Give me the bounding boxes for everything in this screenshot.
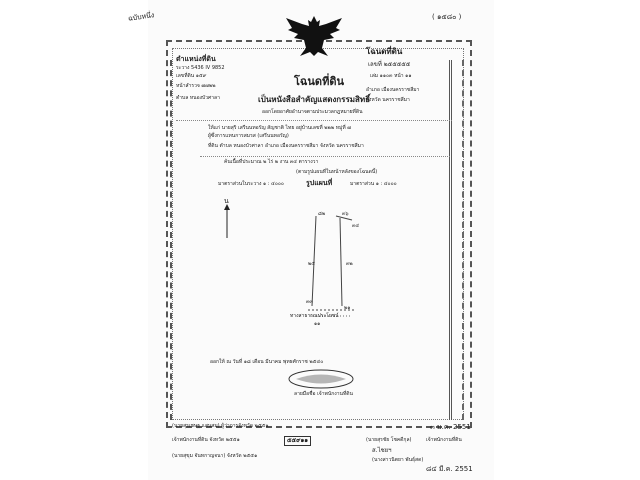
north-label: น (224, 197, 229, 205)
document-subtitle: เป็นหนังสือสำคัญแสดงกรรมสิทธิ์ (258, 95, 371, 104)
footer-line-1-right: ๓ ม.ค. 2551 (430, 423, 471, 431)
right-amphoe: อำเภอ เมืองนครราชสีมา (366, 87, 420, 93)
scale-right: มาตราส่วน ๑ : ๔๐๐๐ (350, 181, 397, 187)
pin-label: ๒๕ (308, 261, 316, 267)
left-tambon: ตำบล หนองบัวศาลา (176, 95, 220, 101)
right-province: จังหวัด นครราชสีมา (366, 97, 410, 103)
right-volume: เล่ม ๑๑๐๓ หน้า ๑๑ (370, 73, 412, 79)
document-title: โฉนดที่ดิน (294, 75, 344, 88)
divider (176, 120, 452, 121)
right-ornament-border (449, 60, 464, 420)
pin-label: ๓๖ (342, 211, 349, 217)
footer-line-3-date: ๘๔ มี.ค. 2551 (426, 465, 473, 473)
document-subtitle-2: ออกโดยอาศัยอำนาจตามประมวลกฎหมายที่ดิน (262, 109, 363, 115)
footer-line-2-mid: (นายสุรชัย โชคดีกุล) (366, 437, 412, 443)
right-title: โฉนดที่ดิน (366, 47, 403, 56)
note-line: (ตามรูปแผนที่ในหน้าหลังของโฉนดนี้) (296, 169, 378, 175)
pin-label: ๘๒ (318, 211, 326, 217)
owner-line-2: ผู้ซึ่งการแทนการสมรส (เสรีนนทอรัญ) (208, 133, 289, 139)
footer-line-3-mid: ส.ไชยฯ (372, 447, 392, 454)
left-survey: หน้าสำรวจ ๗๗๒๒ (176, 83, 216, 89)
north-arrow-icon (222, 204, 232, 240)
stamp-number: ๕๕๙๑๑ (284, 436, 311, 446)
footer-line-1-left: (นายสุรเชษฐ แสนสม) ผู้ว่าการจังหวัด ๒๕๕๑ (172, 423, 269, 429)
left-map-sheet: ระวาง 5436 IV 9852 (176, 65, 225, 71)
pin-label: ๒๑ (344, 305, 351, 311)
seal-caption: ลายมือชื่อ เจ้าพนักงานที่ดิน (294, 391, 353, 397)
footer-line-2-right: เจ้าพนักงานที่ดิน (426, 437, 462, 443)
left-ornament-border (170, 60, 176, 420)
issue-date-line: ออกให้ ณ วันที่ ๑๘ เดือน มีนาคม พุทธศักราช ๒๕๔๐ (210, 359, 324, 365)
margin-note: ฉบับหนึ่ง (127, 11, 155, 23)
location-line: ที่ดิน ตำบล หนองบัวศาลา อำเภอ เมืองนครราชสีมา จังหวัด นครราชสีมา (208, 143, 364, 149)
road-label: ทางสาธารณประโยชน์ (290, 313, 339, 319)
footer-line-2-left: เจ้าพนักงานที่ดิน จังหวัด ๒๕๕๑ (172, 437, 240, 443)
area-line: ค้นเนื้อที่ประมาณ ๒ ไร่ ๒ งาน ๓๔ ตารางวา (224, 159, 319, 165)
divider (200, 156, 450, 157)
parcel-map (296, 206, 376, 328)
pin-label: ๑๑ (314, 321, 321, 327)
scale-left: มาตราส่วนในระวาง ๑ : ๔๐๐๐ (218, 181, 284, 187)
left-parcel: เลขที่ดิน ๑๕๙ (176, 73, 207, 79)
footer-line-3-right: (นางสาวนิตยา พันธุ์สด) (372, 457, 424, 463)
footer-line-3-left: (นายสุขุม จันทกาญจนา) จังหวัด ๒๕๕๑ (172, 453, 258, 459)
owner-line: ให้แก่ นายสุริ เสรีนนทอรัญ สัญชาติ ไทย อยู่บ้านเลขที่ ๒๒๒ หมู่ที่ ๗ (208, 125, 351, 131)
page-number: ( ๑๕๘๐ ) (432, 13, 462, 21)
garuda-emblem-icon (284, 14, 344, 58)
pin-label: ๓๒ (346, 261, 353, 267)
left-title: ตำแหน่งที่ดิน (176, 55, 216, 63)
map-title: รูปแผนที่ (306, 179, 333, 187)
pin-label: ๓๔ (352, 223, 360, 229)
right-deed-no: เลขที่ ๒๕๕๕๕๕ (368, 61, 411, 68)
pin-label: ๓๓ (306, 299, 313, 305)
official-seal-icon (286, 368, 356, 390)
